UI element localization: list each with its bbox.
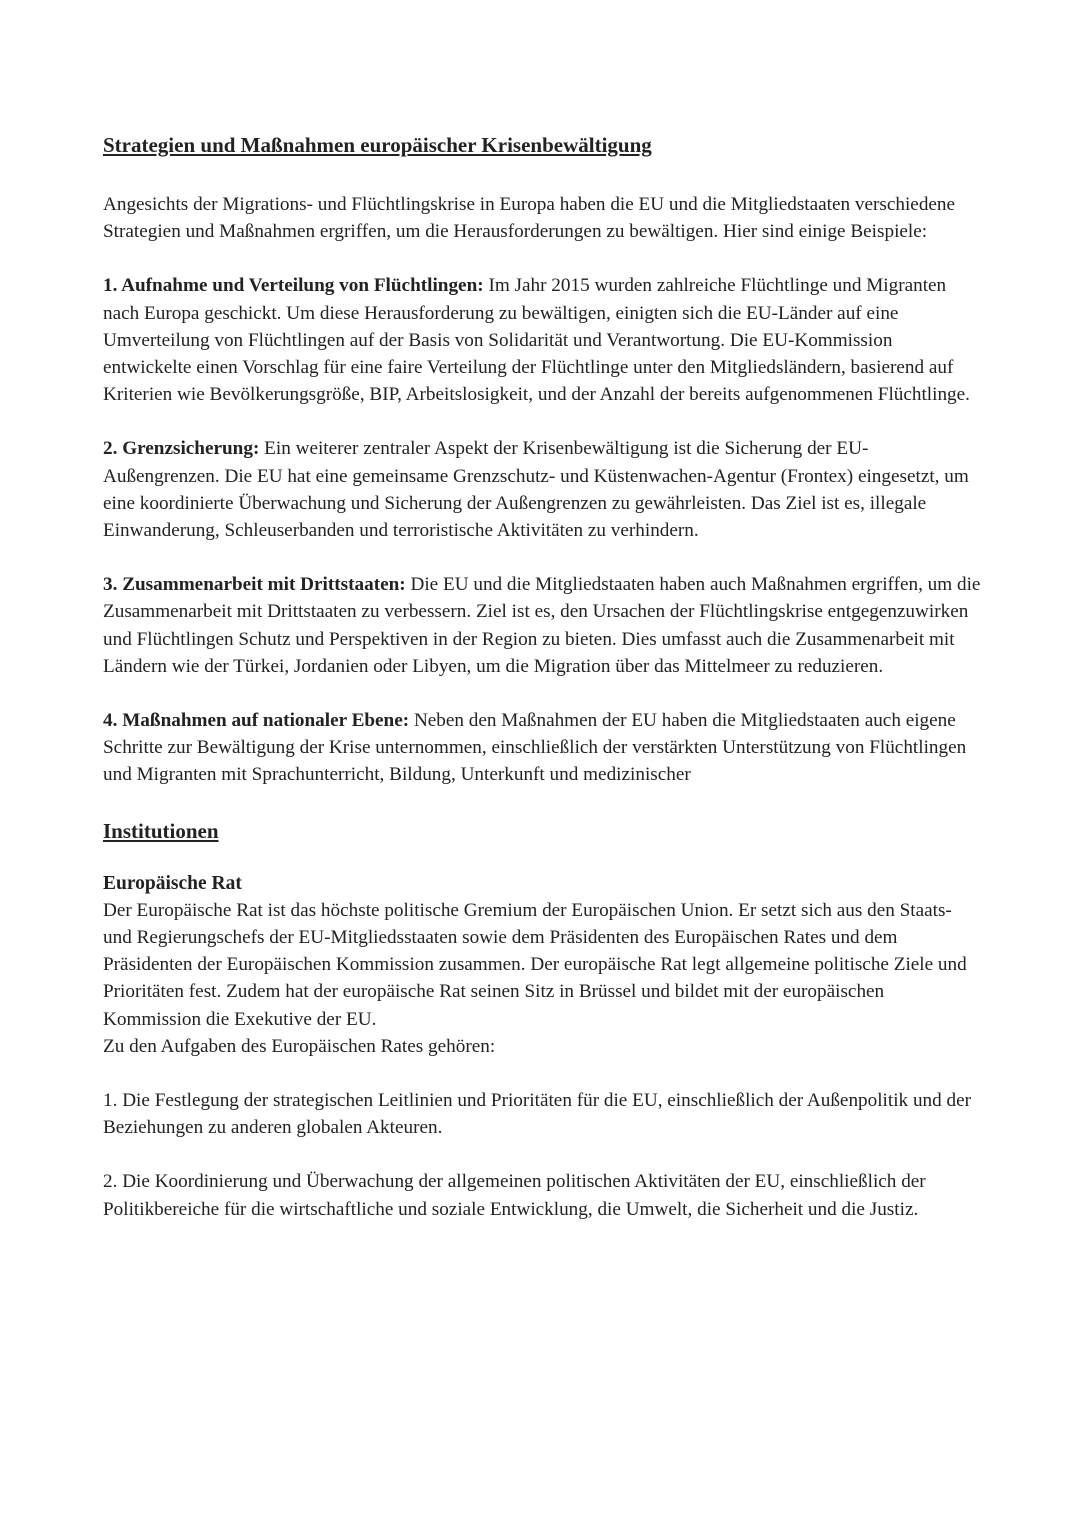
item-text: Neben den Maßnahmen der EU haben die Mitgliedstaaten auch eigene Schritte zur Bewältigung der Krise unternommen, einschließlich der verstärkten Unterstützung von Flüchtlingen und Migranten mit Sprachunterricht, Bildung, Unterkunft und medizinischer [103,710,967,786]
item-text: Die EU und die Mitgliedstaaten haben auch Maßnahmen ergriffen, um die Zusammenarbeit mit Drittstaaten zu verbessern. Ziel ist es, den Ursachen der Flüchtlingskrise entgegenzuwirken und Flüchtlingen Schutz und Perspektiven in der Region zu bieten. Dies umfasst auch die Zusammenarbeit mit Ländern wie der Türkei, Jordanien oder Libyen, um die Migration über das Mittelmeer zu reduzieren. [103,574,981,677]
council-task-2: 2. Die Koordinierung und Überwachung der allgemeinen politischen Aktivitäten der EU, einschließlich der Politikbereiche für die wirtschaftliche und soziale Entwicklung, die Umwelt, die Sicherheit und die Justiz. [103,1171,926,1220]
intro-paragraph: Angesichts der Migrations- und Flüchtlingskrise in Europa haben die EU und die Mitgliedstaaten verschiedene Strategien und Maßnahmen ergriffen, um die Herausforderungen zu bewältigen. Hier sind einige Beispiele: [103,194,956,243]
document-page [103,130,983,1223]
item-third-countries [103,571,983,680]
section-title-institutions: Institutionen [103,818,219,843]
item-label: 3. Zusammenarbeit mit Drittstaaten: [103,574,406,596]
subsection-title-european-council: Europäische Rat [103,872,242,894]
section-title-strategies: Strategien und Maßnahmen europäischer Krisenbewältigung [103,133,652,157]
council-description: Der Europäische Rat ist das höchste politische Gremium der Europäischen Union. Er setzt sich aus den Staats- und Regierungschefs der EU-Mitgliedsstaaten sowie dem Präsidenten des Europäischen Rates und dem Präsidenten der Europäischen Kommission zusammen. Der europäische Rat legt allgemeine politische Ziele und Prioritäten fest. Zudem hat der europäische Rat seinen Sitz in Brüssel und bildet mit der europäischen Kommission die Exekutive der EU. [103,899,967,1030]
item-refugee-distribution [103,272,983,408]
item-national-measures [103,707,983,789]
item-text: Ein weiterer zentraler Aspekt der Krisenbewältigung ist die Sicherung der EU-Außengrenzen. Die EU hat eine gemeinsame Grenzschutz- und Küstenwachen-Agentur (Frontex) eingesetzt, um eine koordinierte Überwachung und Sicherung der Außengrenzen zu gewährleisten. Das Ziel ist es, illegale Einwanderung, Schleuserbanden und terroristische Aktivitäten zu verhindern. [103,438,969,542]
item-border-security [103,435,983,544]
item-text: Im Jahr 2015 wurden zahlreiche Flüchtlinge und Migranten nach Europa geschickt. Um diese Herausforderung zu bewältigen, einigten sich die EU-Länder auf eine Umverteilung von Flüchtlingen auf der Basis von Solidarität und Verantwortung. Die EU-Kommission entwickelte einen Vorschlag für eine faire Verteilung der Flüchtlinge unter den Mitgliedsländern, basierend auf Kriterien wie Bevölkerungsgröße, BIP, Arbeitslosigkeit, und der Anzahl der bereits aufgenommenen Flüchtlinge. [103,275,970,406]
item-label: 1. Aufnahme und Verteilung von Flüchtlingen: [103,275,484,297]
council-task-1: 1. Die Festlegung der strategischen Leitlinien und Prioritäten für die EU, einschließlich der Außenpolitik und der Beziehungen zu anderen globalen Akteuren. [103,1090,972,1139]
item-label: 2. Grenzsicherung: [103,438,260,460]
council-tasks-intro: Zu den Aufgaben des Europäischen Rates gehören: [103,1035,496,1057]
item-label: 4. Maßnahmen auf nationaler Ebene: [103,710,410,732]
